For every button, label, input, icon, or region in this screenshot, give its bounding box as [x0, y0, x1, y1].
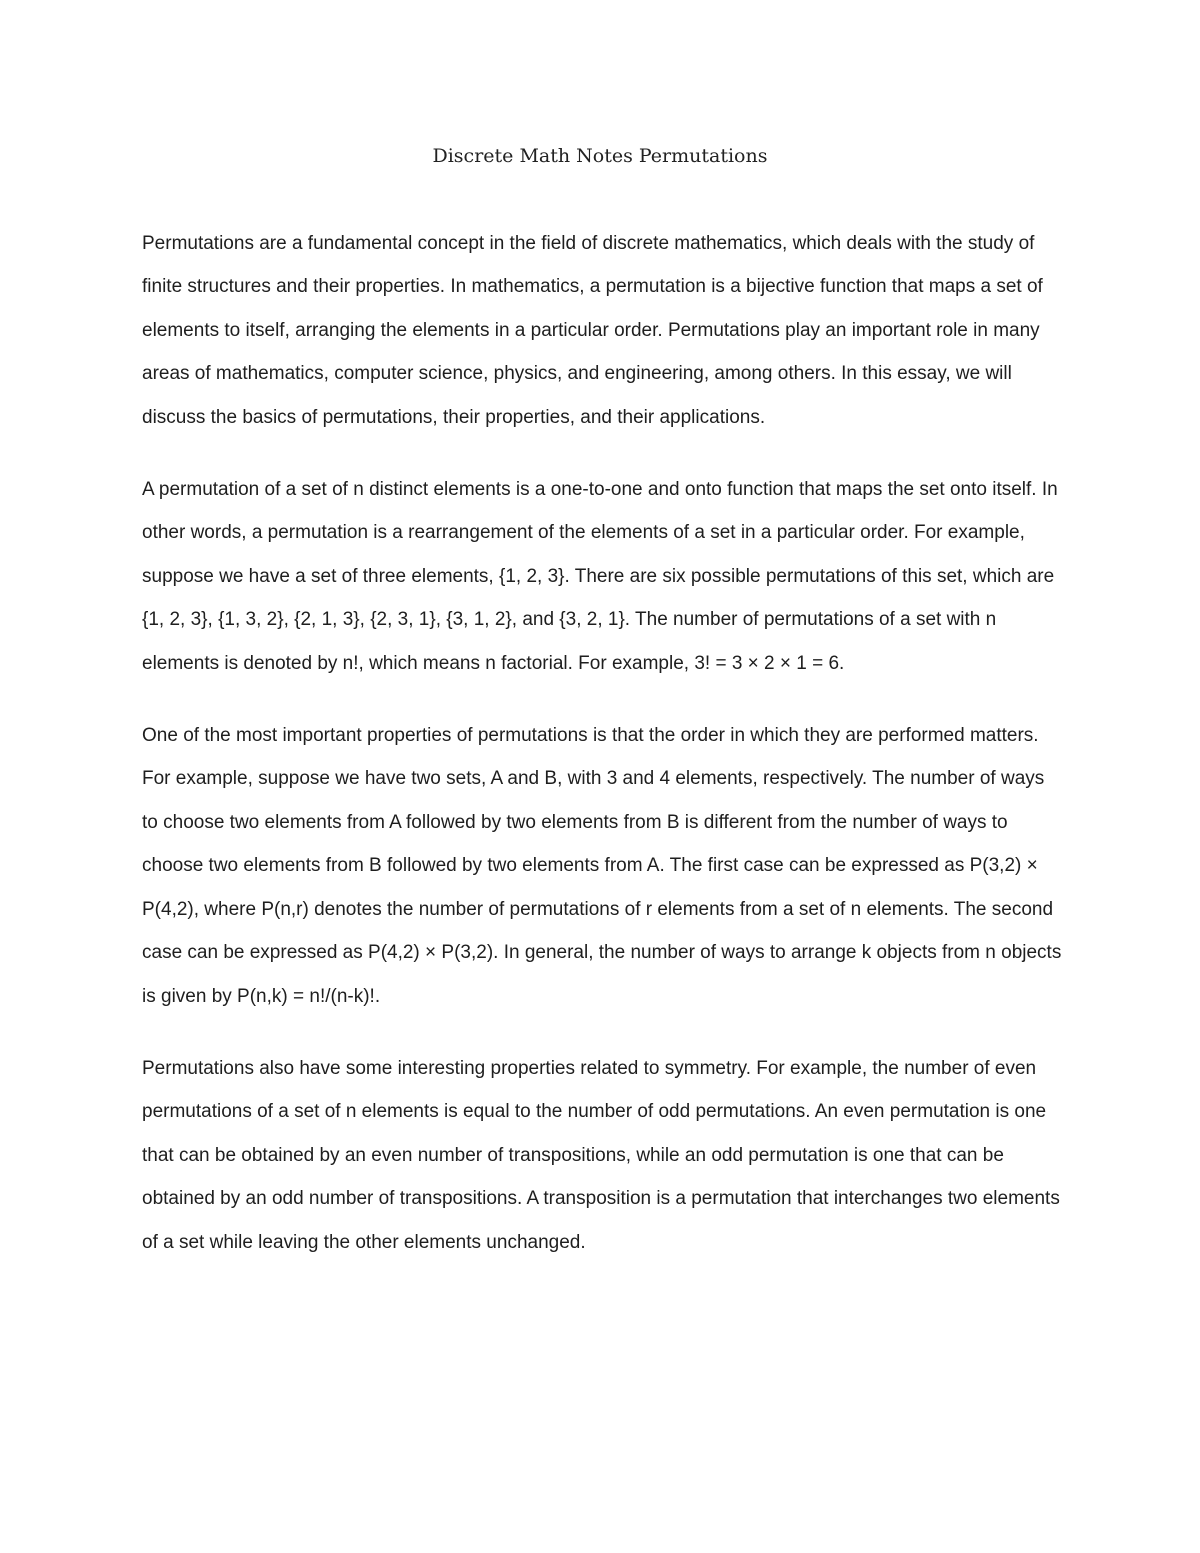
document-body: [142, 222, 1062, 1293]
paragraph-definition: A permutation of a set of n distinct elements is a one-to-one and onto function that maps the set onto itself. In other words, a permutation is a rearrangement of the elements of a set in a particular order. For example, suppose we have a set of three elements, {1, 2, 3}. There are six possible permutations of this set, which are {1, 2, 3}, {1, 3, 2}, {2, 1, 3}, {2, 3, 1}, {3, 1, 2}, and {3, 2, 1}. The number of permutations of a set with n elements is denoted by n!, which means n factorial. For example, 3! = 3 × 2 × 1 = 6.: [142, 479, 1058, 674]
paragraph-introduction: Permutations are a fundamental concept in the field of discrete mathematics, which deals with the study of finite structures and their properties. In mathematics, a permutation is a bijective function that maps a set of elements to itself, arranging the elements in a particular order. Permutations play an important role in many areas of mathematics, computer science, physics, and engineering, among others. In this essay, we will discuss the basics of permutations, their properties, and their applications.: [142, 233, 1043, 428]
paragraph-symmetry-property: Permutations also have some interesting properties related to symmetry. For example, the number of even permutations of a set of n elements is equal to the number of odd permutations. An even permutation is one that can be obtained by an even number of transpositions, while an odd permutation is one that can be obtained by an odd number of transpositions. A transposition is a permutation that interchanges two elements of a set while leaving the other elements unchanged.: [142, 1057, 1060, 1253]
paragraph-order-property: One of the most important properties of permutations is that the order in which they are performed matters. For example, suppose we have two sets, A and B, with 3 and 4 elements, respectively. The number of ways to choose two elements from A followed by two elements from B is different from the number of ways to choose two elements from B followed by two elements from A. The first case can be expressed as P(3,2) × P(4,2), where P(n,r) denotes the number of permutations of r elements from a set of n elements. The second case can be expressed as P(4,2) × P(3,2). In general, the number of ways to arrange k objects from n objects is given by P(n,k) = n!/(n-k)!.: [142, 725, 1062, 1007]
document-title: Discrete Math Notes Permutations: [432, 145, 768, 167]
